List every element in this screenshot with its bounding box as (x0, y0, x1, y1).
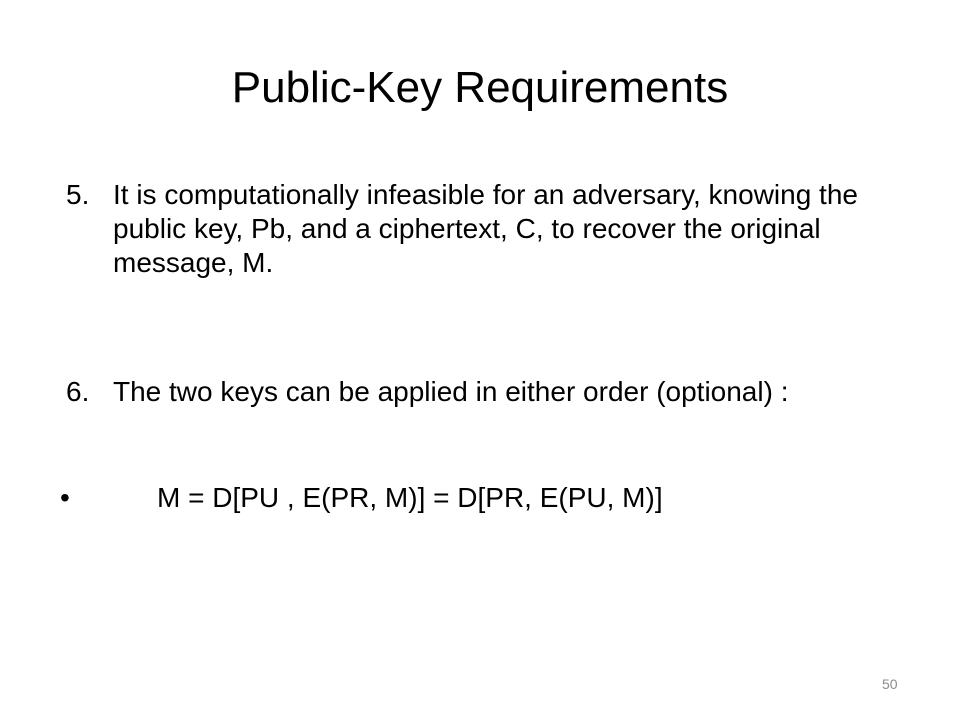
item-number: 5. (66, 179, 90, 210)
slide-title: Public-Key Requirements (231, 63, 729, 112)
bullet-icon: • (60, 482, 70, 513)
formula-text: M = D[PU , E(PR, M)] = D[PR, E(PU, M)] (157, 482, 663, 513)
item-text: It is computationally infeasible for an adversary, knowing the public key, Pb, and a ciphertext, C, to recover the original message, M. (113, 179, 858, 278)
page-number: 50 (882, 676, 898, 692)
item-text: The two keys can be applied in either order (optional) : (113, 376, 789, 407)
numbered-item-5 (66, 178, 866, 280)
item-number: 6. (66, 376, 90, 407)
numbered-item-6 (66, 375, 866, 409)
